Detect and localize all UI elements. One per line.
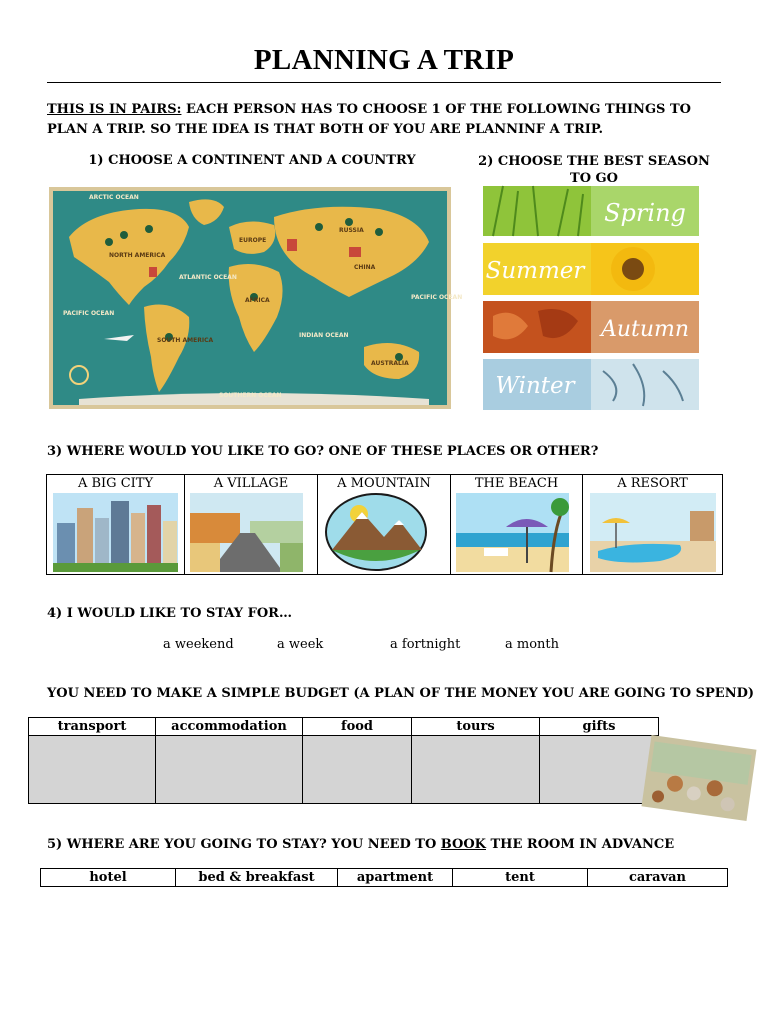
season-summer-label: Summer: [485, 258, 585, 284]
map-label-china: CHINA: [354, 264, 376, 271]
budget-cell-gifts[interactable]: [540, 736, 659, 804]
place-label-village: A VILLAGE: [213, 476, 289, 491]
place-label-mountain: A MOUNTAIN: [337, 476, 431, 491]
stay-type-bnb[interactable]: bed & breakfast: [176, 869, 338, 887]
intro-text: EACH PERSON HAS TO CHOOSE 1 OF THE FOLLOWING THINGS TO PLAN A TRIP. SO THE IDEA IS THAT BOTH OF YOU ARE PLANNINF A TRIP.: [47, 102, 691, 137]
map-label-atlantic: ATLANTIC OCEAN: [179, 274, 237, 281]
money-image: [642, 735, 757, 821]
budget-header-gifts: gifts: [540, 718, 659, 736]
budget-cell-food[interactable]: [303, 736, 412, 804]
q5-label-book: BOOK: [440, 837, 486, 852]
place-cell-village: [185, 475, 318, 574]
question-4-label: 4) I WOULD LIKE TO STAY FOR…: [47, 606, 292, 621]
budget-label: YOU NEED TO MAKE A SIMPLE BUDGET (A PLAN OF THE MONEY YOU ARE GOING TO SPEND): [47, 686, 755, 701]
budget-header-food: food: [303, 718, 412, 736]
map-label-pacific-west: PACIFIC OCEAN: [63, 310, 115, 317]
map-label-south-america: SOUTH AMERICA: [157, 337, 214, 344]
world-map-image: [49, 187, 463, 409]
question-2-label: 2) CHOOSE THE BEST SEASON TO GO: [478, 154, 710, 186]
place-cell-city: [47, 475, 185, 574]
stay-type-apartment[interactable]: apartment: [338, 869, 453, 887]
beach-image: [456, 493, 569, 572]
stay-type-tent[interactable]: tent: [453, 869, 588, 887]
map-label-europe: EUROPE: [239, 237, 267, 244]
city-image: [53, 493, 178, 572]
intro-paragraph: [47, 100, 727, 140]
budget-cell-accommodation[interactable]: [156, 736, 303, 804]
budget-cell-tours[interactable]: [412, 736, 540, 804]
stay-option-fortnight[interactable]: a fortnight: [390, 637, 461, 652]
stay-option-month[interactable]: a month: [505, 637, 560, 652]
village-image: [190, 493, 303, 572]
place-label-beach: THE BEACH: [474, 476, 559, 491]
place-cell-beach: [451, 475, 583, 574]
seasons-image: [483, 186, 699, 410]
q5-label-post: THE ROOM IN ADVANCE: [485, 837, 675, 852]
map-label-russia: RUSSIA: [339, 227, 364, 234]
place-cell-resort: [583, 475, 722, 574]
stay-type-caravan[interactable]: caravan: [588, 869, 728, 887]
map-label-pacific-east: PACIFIC OCEAN: [411, 294, 463, 301]
page-title: PLANNING A TRIP: [253, 44, 515, 76]
places-table: [46, 474, 723, 575]
question-3-label: 3) WHERE WOULD YOU LIKE TO GO? ONE OF THESE PLACES OR OTHER?: [47, 444, 599, 459]
map-label-australia: AUSTRALIA: [371, 360, 409, 367]
map-label-north-america: NORTH AMERICA: [109, 252, 166, 259]
stay-option-weekend[interactable]: a weekend: [163, 637, 234, 652]
place-cell-mountain: [318, 475, 451, 574]
season-spring-label: Spring: [604, 199, 686, 227]
map-label-africa: AFRICA: [245, 297, 270, 304]
stay-option-week[interactable]: a week: [277, 637, 324, 652]
accommodation-table: [40, 868, 728, 887]
budget-header-tours: tours: [412, 718, 540, 736]
budget-cell-transport[interactable]: [29, 736, 156, 804]
place-label-resort: A RESORT: [617, 476, 688, 491]
mountain-image: [324, 492, 428, 572]
place-label-city: A BIG CITY: [77, 476, 154, 491]
budget-header-transport: transport: [29, 718, 156, 736]
intro-lead: THIS IS IN PAIRS:: [47, 102, 182, 117]
budget-header-accommodation: accommodation: [156, 718, 303, 736]
stay-type-hotel[interactable]: hotel: [41, 869, 176, 887]
question-5-label: [47, 837, 674, 852]
season-autumn-label: Autumn: [600, 317, 690, 342]
map-label-arctic: ARCTIC OCEAN: [89, 194, 139, 201]
map-label-southern: SOUTHERN OCEAN: [219, 392, 282, 399]
map-label-indian: INDIAN OCEAN: [299, 332, 349, 339]
question-1-label: 1) CHOOSE A CONTINENT AND A COUNTRY: [88, 153, 416, 168]
resort-image: [590, 493, 716, 572]
title-divider: [47, 82, 721, 83]
q5-label-pre: 5) WHERE ARE YOU GOING TO STAY? YOU NEED TO: [47, 837, 441, 852]
budget-table: [28, 717, 659, 804]
season-winter-label: Winter: [495, 373, 575, 399]
